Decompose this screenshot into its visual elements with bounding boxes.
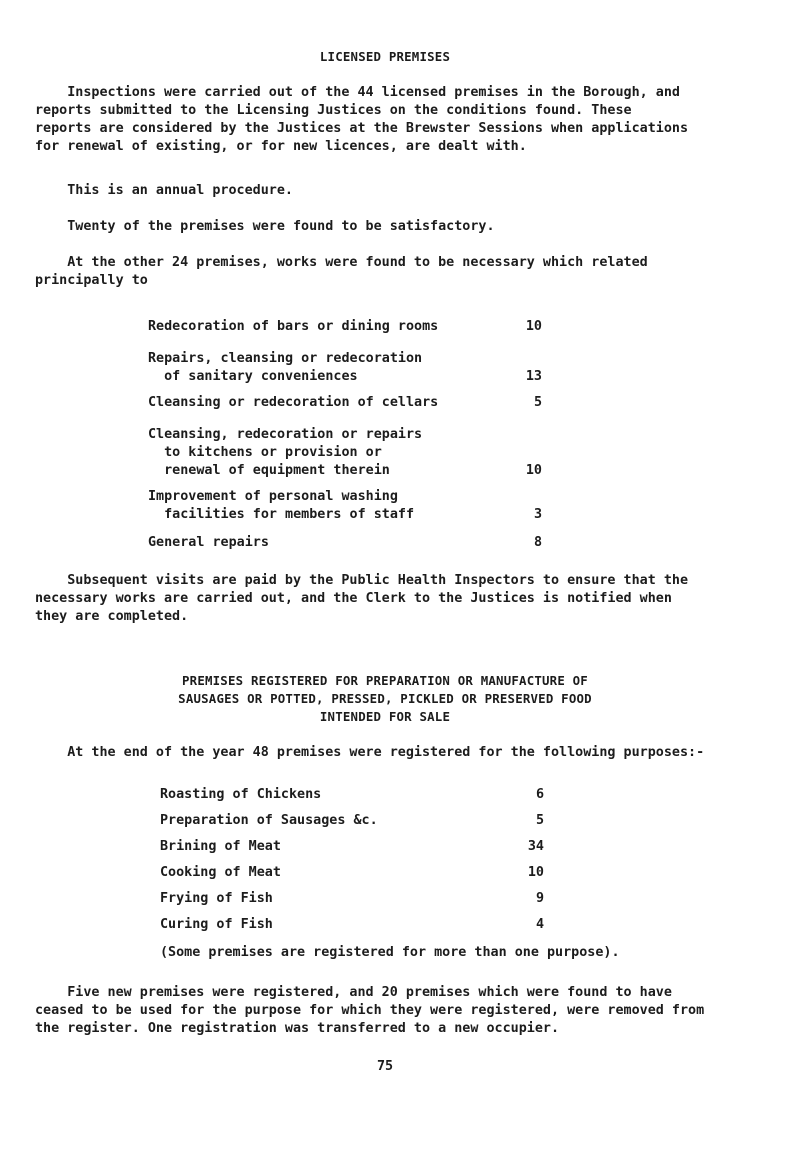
inspections-paragraph-line-1: Inspections were carried out of the 44 licensed premises in the Borough, and (35, 85, 680, 100)
food-premises-heading-line-3: INTENDED FOR SALE (319, 709, 451, 724)
inspections-paragraph-line-3: reports are considered by the Justices at the Brewster Sessions when applications (35, 121, 689, 136)
purpose-6-value: 4 (535, 917, 544, 932)
multiple-purpose-note: (Some premises are registered for more than one purpose). (160, 945, 620, 960)
register-changes-line-3: the register. One registration was transferred to a new occupier. (35, 1021, 560, 1036)
works-item-4-label-line-1: Cleansing, redecoration or repairs (148, 427, 423, 442)
works-item-2-value: 13 (525, 369, 542, 384)
works-item-5-label-line-1: Improvement of personal washing (148, 489, 398, 504)
purpose-2-label: Preparation of Sausages &c. (160, 813, 378, 828)
food-premises-heading-line-1: PREMISES REGISTERED FOR PREPARATION OR MANUFACTURE OF (182, 673, 588, 688)
inspections-paragraph-line-4: for renewal of existing, or for new licences, are dealt with. (35, 139, 527, 154)
subsequent-visits-line-1: Subsequent visits are paid by the Public Health Inspectors to ensure that the (35, 573, 689, 588)
licensed-premises-heading: LICENSED PREMISES (319, 49, 451, 64)
works-item-3-value: 5 (533, 395, 542, 410)
purpose-5-value: 9 (535, 891, 544, 906)
register-changes-line-2: ceased to be used for the purpose for which they were registered, were removed from (35, 1003, 705, 1018)
registered-purposes-intro: At the end of the year 48 premises were registered for the following purposes:- (35, 745, 705, 760)
purpose-3-value: 34 (527, 839, 544, 854)
works-item-2-label-line-1: Repairs, cleansing or redecoration (148, 351, 423, 366)
page-number: 75 (376, 1059, 394, 1074)
subsequent-visits-line-3: they are completed. (35, 609, 189, 624)
purpose-1-value: 6 (535, 787, 544, 802)
works-item-4-label-line-3: renewal of equipment therein (148, 463, 390, 478)
works-item-6-value: 8 (533, 535, 542, 550)
annual-procedure-paragraph: This is an annual procedure. (35, 183, 293, 198)
works-item-1-value: 10 (525, 319, 542, 334)
works-item-1-label: Redecoration of bars or dining rooms (148, 319, 439, 334)
works-item-5-label-line-2: facilities for members of staff (148, 507, 415, 522)
works-item-4-value: 10 (525, 463, 542, 478)
subsequent-visits-line-2: necessary works are carried out, and the Clerk to the Justices is notified when (35, 591, 672, 606)
works-intro-line-1: At the other 24 premises, works were found to be necessary which related (35, 255, 648, 270)
works-item-5-value: 3 (533, 507, 542, 522)
works-item-2-label-line-2: of sanitary conveniences (148, 369, 358, 384)
purpose-6-label: Curing of Fish (160, 917, 273, 932)
purpose-4-label: Cooking of Meat (160, 865, 281, 880)
inspections-paragraph-line-2: reports submitted to the Licensing Justices on the conditions found. These (35, 103, 632, 118)
works-item-3-label: Cleansing or redecoration of cellars (148, 395, 439, 410)
satisfactory-paragraph: Twenty of the premises were found to be satisfactory. (35, 219, 495, 234)
register-changes-line-1: Five new premises were registered, and 20 premises which were found to have (35, 985, 672, 1000)
works-item-6-label: General repairs (148, 535, 269, 550)
purpose-3-label: Brining of Meat (160, 839, 281, 854)
food-premises-heading-line-2: SAUSAGES OR POTTED, PRESSED, PICKLED OR PRESERVED FOOD (178, 691, 592, 706)
purpose-1-label: Roasting of Chickens (160, 787, 322, 802)
purpose-4-value: 10 (527, 865, 544, 880)
works-intro-line-2: principally to (35, 273, 148, 288)
works-item-4-label-line-2: to kitchens or provision or (148, 445, 382, 460)
purpose-2-value: 5 (535, 813, 544, 828)
purpose-5-label: Frying of Fish (160, 891, 273, 906)
